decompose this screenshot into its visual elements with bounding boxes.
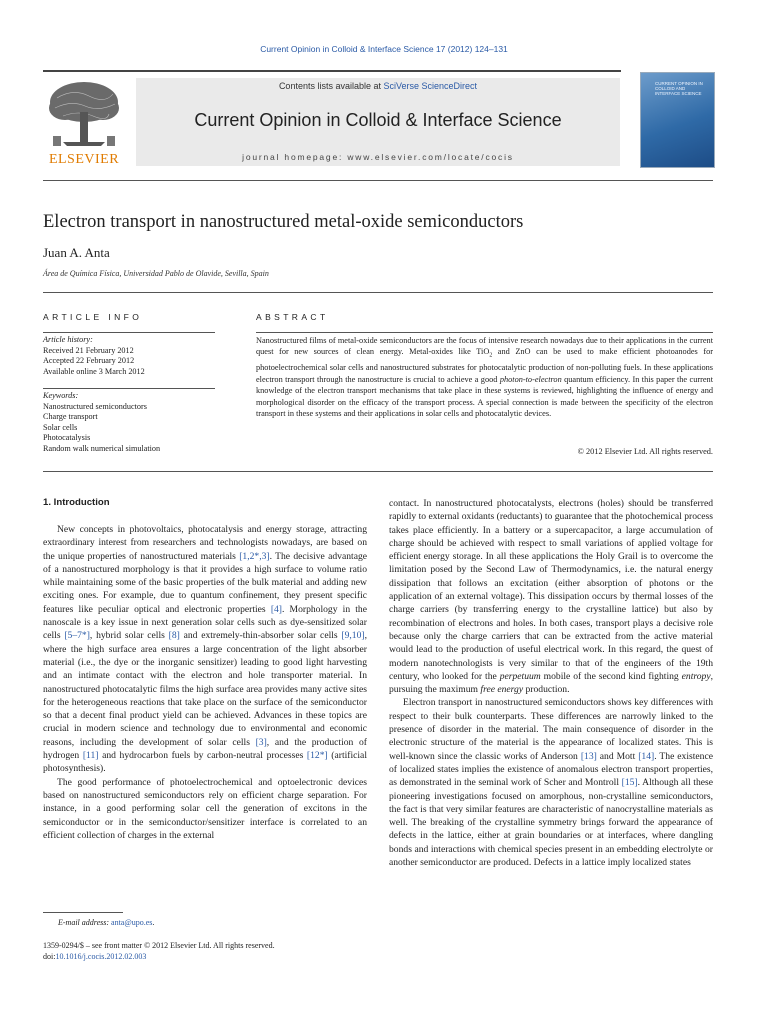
reference-link[interactable]: [8] (168, 630, 180, 642)
text-run: production. (523, 684, 570, 696)
abstract-italic: photon-to-electron (499, 374, 562, 384)
italic-run: perpetuum (499, 670, 541, 682)
text-run: . Although all these pioneering investigations focused on amorphous, non-crystalline semiconductors, the fact is that very similar features are characteristic of nanocrystalline materials as well. The breaking of the crystalline symmetry brings forward the appearance of defects in the lattice, either at grain boundaries or at interfaces, where dangling bonds and interactions with chemical species present in an embedding electrolyte or another semiconductor are produced. Defects in a lattice imply localized states (389, 777, 714, 869)
text-run: . The decisive advantage of a nanostructured morphology is that it provides a high surface to volume ratio while maintaining some of the basic properties of the bulk material and adding new exciting ones. For example, due to quantum confinement, they present specific features like peculiar optical and electronic properties (43, 550, 368, 615)
right-column-text (389, 497, 713, 869)
sciencedirect-link[interactable]: SciVerse ScienceDirect (383, 81, 478, 91)
header-bottom-rule (43, 180, 713, 181)
title-bottom-rule (43, 292, 713, 293)
journal-header-panel (136, 78, 620, 166)
reference-link[interactable]: [12*] (306, 750, 328, 762)
abstract-part: and ZnO can be used to make efficient photoanodes for photoelectrochemical solar cells and nanostructured substrates for photocatalytic production of non-polluting fuels. In these applications electron transport through the nanostructure is crucial to achieve a good (256, 347, 713, 384)
italic-run: entropy (681, 670, 711, 682)
text-run: and hydrocarbon fuels by carbon-neutral processes (98, 750, 307, 762)
abstract-heading: ABSTRACT (256, 312, 329, 322)
elsevier-tree-icon (43, 78, 125, 150)
text-run: (artificial photosynthesis). (43, 750, 367, 775)
email-label: E-mail address: (58, 918, 110, 927)
article-history (43, 335, 215, 377)
text-run: mobile of the second kind fighting (540, 670, 682, 682)
header-top-rule (43, 70, 621, 72)
article-title: Electron transport in nanostructured metal-oxide semiconductors (43, 212, 524, 232)
footnote-rule (43, 912, 123, 913)
abstract-part: quantum efficiency. In this paper the current knowledge of the electron transport mechanisms that take place in these systems is reviewed, highlighting the influence of energy and morphological disorder on the efficacy of the transport process. A special connection is made between the specificity of the electron transport in these systems and their applications in solar cells and photocatalytic devices. (256, 374, 714, 419)
reference-link[interactable]: [1,2*,3] (239, 550, 270, 562)
paragraph (389, 497, 713, 696)
keyword-item: Solar cells (43, 422, 78, 432)
email-footnote (58, 918, 154, 927)
italic-run: free energy (480, 684, 524, 696)
keyword-item: Photocatalysis (43, 433, 91, 443)
contents-available-line (136, 81, 620, 91)
article-info-heading: ARTICLE INFO (43, 312, 143, 322)
author-affiliation: Área de Química Física, Universidad Pablo de Olavide, Sevilla, Spain (43, 269, 269, 278)
received-date: Received 21 February 2012 (43, 345, 134, 355)
reference-link[interactable]: [3] (255, 736, 267, 748)
introduction-heading: 1. Introduction (43, 497, 110, 508)
text-run: and extremely-thin-absorber solar cells (179, 630, 342, 642)
doi-prefix: doi: (43, 952, 56, 961)
text-run: contact. In nanostructured photocatalysts, electrons (holes) should be transferred rapidly to external oxidants (reductants) to guarantee that the photochemical process takes place efficiently. In a battery or a supercapacitor, a large accumulation of charge should be achieved with respect to small variations of applied voltage for efficient energy storage. In all these applications the Holy Grail is to overcome the limitation posed by the Second Law of Thermodynamics, i.e. the natural energy dissipation that follows an excitation (either absorption of photons or the application of an external voltage). This dissipation occurs by thermal losses of the charge carriers (by transferring energy to the crystalline lattice) but also by recombination of electrons and holes. In both cases, transport plays a decisive role because only the charge carriers that can be extracted from the active material would lead to the production of useful electrical work. In this regard, the quest of modern nanotechnologists is very similar to that of the engineers of the 19th century, who looked for the (389, 498, 713, 682)
text-run: . Morphology in the nanoscale is a key issue in next generation solar cells such as dye-sensitized solar cells (43, 603, 367, 642)
keywords-block (43, 391, 215, 455)
reference-link[interactable]: [13] (580, 750, 597, 762)
keyword-item: Nanostructured semiconductors (43, 401, 147, 411)
doi-line (43, 951, 275, 962)
journal-title: Current Opinion in Colloid & Interface Science (194, 110, 562, 130)
reference-link[interactable]: [4] (270, 603, 282, 615)
reference-link[interactable]: [15] (621, 777, 638, 789)
accepted-date: Accepted 22 February 2012 (43, 356, 135, 366)
abstract-bottom-rule (43, 471, 713, 472)
keyword-item: Charge transport (43, 412, 98, 422)
text-run: , pursuing the maximum (389, 670, 713, 696)
abstract-rule (256, 332, 713, 333)
left-column-text (43, 523, 367, 842)
paragraph (43, 523, 367, 776)
author-name: Juan A. Anta (43, 245, 110, 260)
email-end: . (152, 918, 155, 927)
abstract-subscript: 2 (489, 353, 493, 360)
reference-link[interactable]: [11] (82, 750, 99, 762)
article-info-rule (43, 332, 215, 333)
reference-link[interactable]: [9,10] (341, 630, 365, 642)
text-run: Electron transport in nanostructured semiconductors shows key differences with respect to their bulk counterparts. These differences are narrowly linked to the presence of disorder in the material. The main consequence of disorder in the electronic structure of the material is the appearance of localized states. This is well-known since the classic works of Anderson (389, 697, 713, 762)
copyright-notice: © 2012 Elsevier Ltd. All rights reserved. (577, 447, 713, 456)
text-run: . The existence of localized states implies the existence of anomalous electron transport properties, as demonstrated in the seminal work of Scher and Montroll (389, 750, 713, 789)
contents-prefix: Contents lists available at (278, 81, 384, 91)
text-run: , where the high surface area ensures a large concentration of the light absorber material (i.e., the dye or the inorganic sensitizer) leading to good light harvesting and an intimate contact with the electron and hole transporter material. In nanostructured photocatalytic films the high surface area provides many active sites for the heterogeneous reactions that take place on the surface of the semiconductor so that a decent final product yield can be achieved. Advances in these topics are crucial in modern science and technology due to environmental and economic reasons, including the development of solar cells (43, 630, 367, 748)
history-label: Article history: (43, 335, 93, 344)
text-run: and Mott (596, 750, 639, 762)
journal-cover-thumbnail[interactable] (640, 72, 715, 168)
doi-link[interactable]: 10.1016/j.cocis.2012.02.003 (55, 952, 147, 961)
issn-doi-block (43, 940, 275, 962)
keywords-label: Keywords: (43, 391, 79, 400)
text-run: , hybrid solar cells (89, 630, 169, 642)
paragraph (389, 696, 713, 869)
abstract-text (256, 335, 713, 420)
journal-homepage[interactable]: journal homepage: www.elsevier.com/locate/cocis (242, 152, 514, 162)
journal-citation[interactable]: Current Opinion in Colloid & Interface Science 17 (2012) 124–131 (260, 44, 508, 54)
keywords-rule (43, 388, 215, 389)
reference-link[interactable]: [14] (638, 750, 655, 762)
abstract-part: Nanostructured films of metal-oxide semiconductors are the focus of intensive research nowadays due to their applications in the current quest for new sources of clean energy. Metal-oxides like TiO (256, 336, 713, 357)
text-run: , and the production of hydrogen (43, 736, 367, 762)
elsevier-logo (43, 78, 125, 170)
cover-title: CURRENT OPINION IN COLLOID AND INTERFACE SCIENCE (655, 81, 703, 96)
keyword-item: Random walk numerical simulation (43, 443, 161, 453)
paragraph: The good performance of photoelectrochemical and optoelectronic devices based on nanostructured semiconductors rely on efficient charge separation. For instance, in a good performing solar cell the generation of excitons in the semiconductor or in the semiconductor/sensitizer interface is correlated to an efficient collection of charges in the external (43, 776, 367, 841)
publisher-logo-text: ELSEVIER (48, 152, 120, 167)
issn-line: 1359-0294/$ – see front matter © 2012 Elsevier Ltd. All rights reserved. (43, 941, 275, 950)
online-date: Available online 3 March 2012 (43, 366, 145, 376)
text-run: New concepts in photovoltaics, photocatalysis and energy storage, attracting extraordinary interest from researchers and technologists nowadays, are based on the unique properties of nanostructured materials (43, 524, 367, 562)
email-link[interactable]: anta@upo.es (111, 918, 153, 927)
reference-link[interactable]: [5–7*] (64, 630, 90, 642)
